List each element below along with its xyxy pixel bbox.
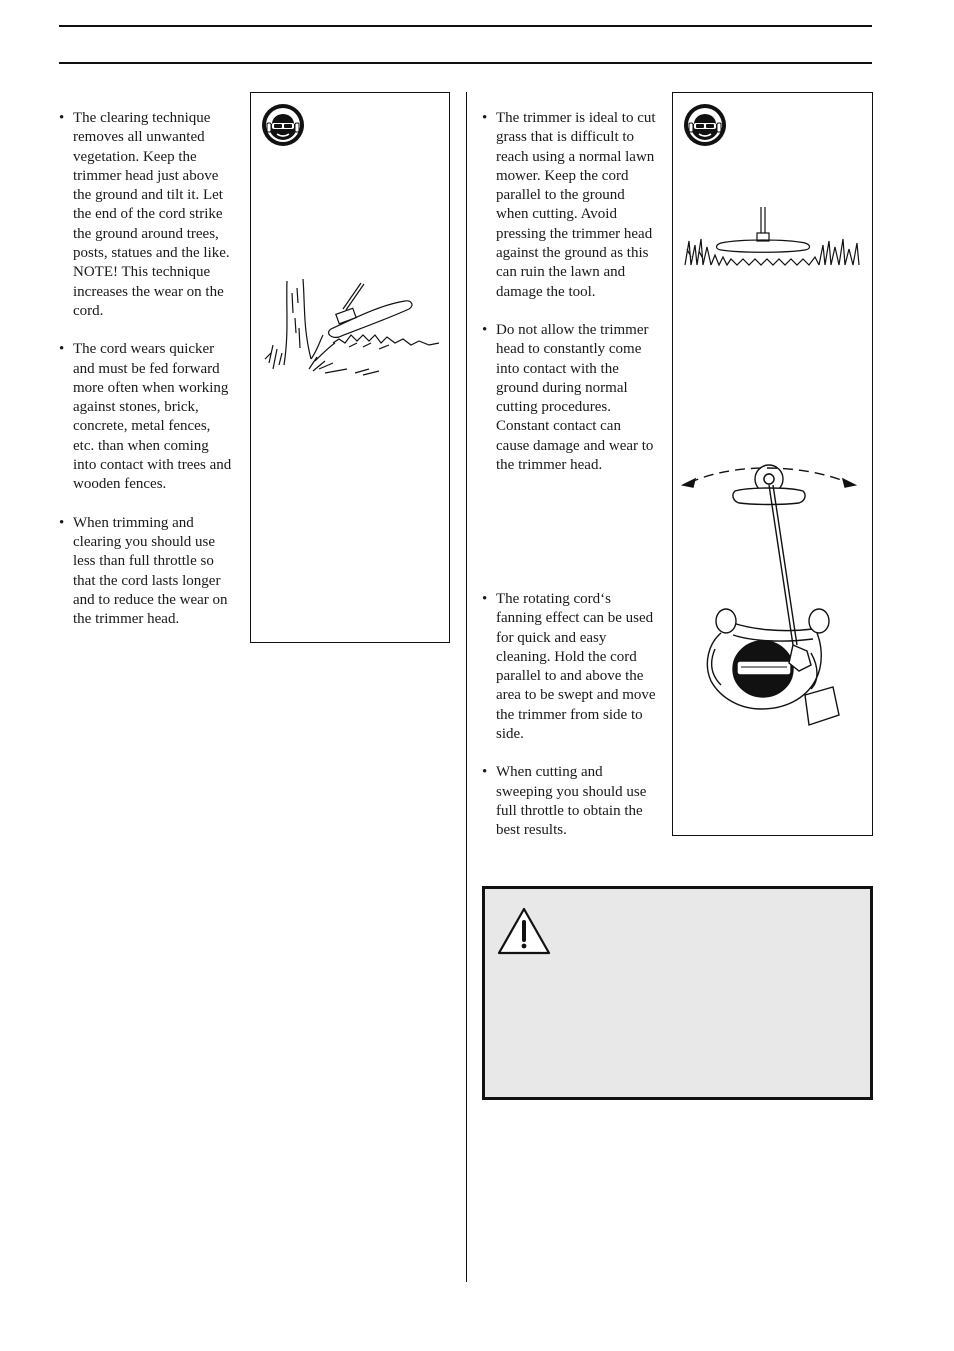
right-bullet-list-bottom: [482, 590, 658, 860]
trimmer-clearing-around-tree-illustration: [259, 273, 449, 383]
cutting-sweeping-figure: [672, 92, 873, 836]
list-item: • When cutting and sweeping you should use full throttle to obtain the best results.: [482, 763, 658, 840]
list-item: • The cord wears quicker and must be fed forward more often when working against stones, brick, concrete, metal fences, etc. than when coming into contact with trees and wooden fences.: [59, 340, 234, 494]
header-rule-bottom: [59, 62, 872, 64]
list-item: • When trimming and clearing you should use less than full throttle so that the cord lasts longer and to reduce the wear on the trimmer head.: [59, 514, 234, 630]
column-divider: [466, 92, 467, 1282]
operator-sweeping-side-to-side-illustration: [681, 453, 867, 753]
clearing-figure: [250, 92, 450, 643]
list-item: • Do not allow the trimmer head to constantly come into contact with the ground during normal cutting procedures. Constant contact can cause damage and wear to the trimmer head.: [482, 321, 658, 475]
list-item: • The trimmer is ideal to cut grass that is difficult to reach using a normal lawn mower. Keep the cord parallel to the ground when cutting. Avoid pressing the trimmer head against the ground as this can ruin the lawn and damage the tool.: [482, 109, 658, 302]
right-bullet-list-top: [482, 109, 658, 494]
list-item: • The rotating cord‘s fanning effect can be used for quick and easy cleaning. Hold the cord parallel to and above the area to be swept and move the trimmer from side to side.: [482, 590, 658, 744]
header-rule-top: [59, 25, 872, 27]
warning-triangle-icon: [496, 906, 552, 956]
eye-ear-protection-icon: [260, 102, 306, 148]
eye-ear-protection-icon: [682, 102, 728, 148]
list-item: • The clearing technique removes all unwanted vegetation. Keep the trimmer head just above the ground and tilt it. Let the end of the cord strike the ground around trees, posts, statues and the like. NOTE! This technique increases the wear on the cord.: [59, 109, 234, 321]
left-bullet-list: [59, 109, 234, 648]
trimmer-cutting-grass-illustration: [681, 205, 867, 271]
warning-box: [482, 886, 873, 1100]
